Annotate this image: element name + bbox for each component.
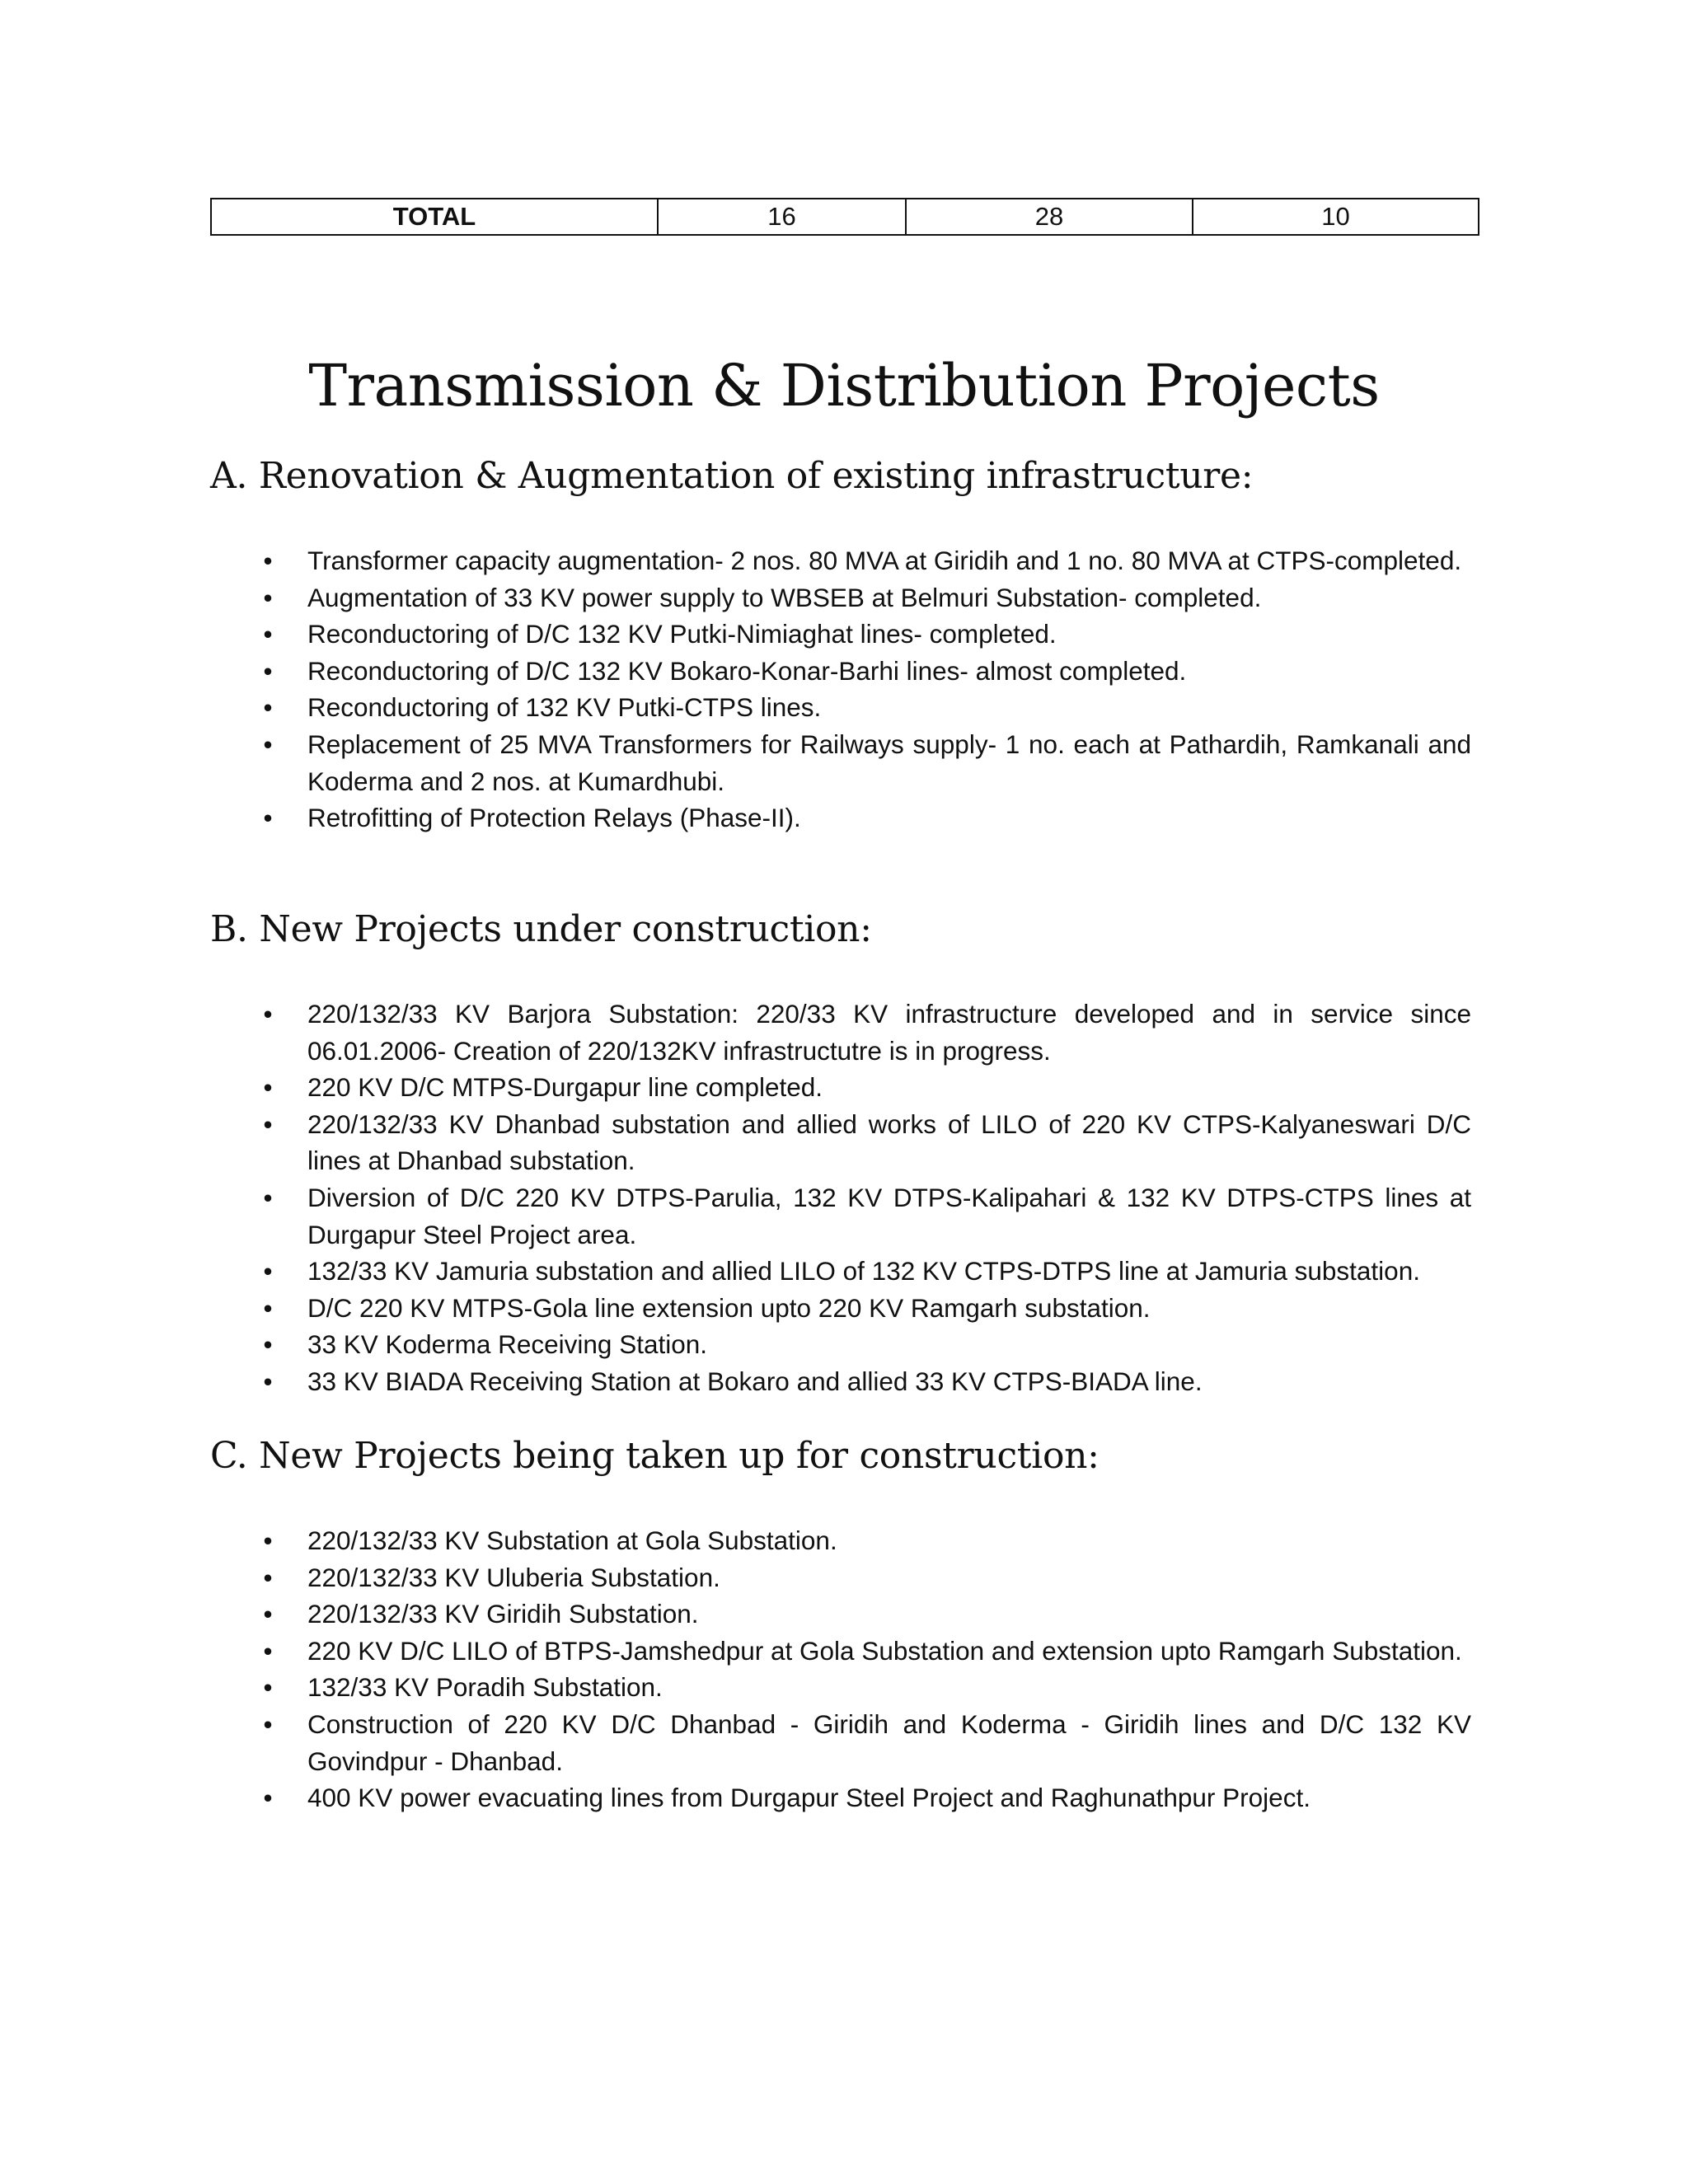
total-row	[211, 199, 1479, 235]
list-item	[210, 1706, 1471, 1779]
list-item	[210, 726, 1471, 799]
list-item	[210, 1633, 1471, 1670]
list-item	[210, 616, 1471, 653]
list-item-text: Reconductoring of 132 KV Putki-CTPS lines.	[307, 692, 822, 723]
bullet-icon: •	[263, 1072, 273, 1103]
list-item-text: 33 KV Koderma Receiving Station.	[307, 1329, 708, 1360]
list-item	[210, 1559, 1471, 1596]
list-item	[210, 1669, 1471, 1706]
list-item	[210, 1106, 1471, 1179]
list-item-text: 132/33 KV Poradih Substation.	[307, 1672, 663, 1703]
bullet-icon: •	[263, 1783, 273, 1813]
list-item-text: Retrofitting of Protection Relays (Phase-II).	[307, 803, 801, 833]
list-item-text: Replacement of 25 MVA Transformers for Railways supply- 1 no. each at Pathardih, Ramkanali and Koderma and 2 nos. at Kumardhubi.	[307, 729, 1471, 796]
bullet-icon: •	[263, 1182, 273, 1212]
bullet-icon: •	[263, 1329, 273, 1360]
section-renovation	[210, 452, 1471, 837]
bullet-icon: •	[263, 803, 273, 833]
list-item	[210, 579, 1471, 616]
list-item-text: 132/33 KV Jamuria substation and allied LILO of 132 KV CTPS-DTPS line at Jamuria substation.	[307, 1256, 1420, 1286]
bullet-list	[210, 1522, 1471, 1816]
total-value: 16	[658, 199, 906, 235]
list-item-text: 400 KV power evacuating lines from Durgapur Steel Project and Raghunathpur Project.	[307, 1783, 1311, 1813]
list-item-text: 220/132/33 KV Barjora Substation: 220/33 KV infrastructure developed and in service since 06.01.2006- Creation of 220/132KV infrastructutre is in progress.	[307, 999, 1471, 1066]
bullet-icon: •	[263, 546, 273, 575]
list-item	[210, 799, 1471, 837]
bullet-icon: •	[263, 1526, 273, 1555]
list-item	[210, 1290, 1471, 1327]
bullet-icon: •	[263, 1635, 273, 1666]
bullet-icon: •	[263, 729, 273, 759]
bullet-icon: •	[263, 1108, 273, 1139]
list-item	[210, 1779, 1471, 1816]
bullet-list	[210, 542, 1471, 837]
list-item	[210, 689, 1471, 726]
total-label: TOTAL	[211, 199, 658, 235]
bullet-icon: •	[263, 999, 273, 1029]
list-item-text: 220 KV D/C MTPS-Durgapur line completed.	[307, 1072, 823, 1103]
bullet-icon: •	[263, 1366, 273, 1396]
list-item-text: 220 KV D/C LILO of BTPS-Jamshedpur at Gola Substation and extension upto Ramgarh Substation.	[307, 1635, 1462, 1666]
list-item-text: Diversion of D/C 220 KV DTPS-Parulia, 132 KV DTPS-Kalipahari & 132 KV DTPS-CTPS lines at Durgapur Steel Project area.	[307, 1182, 1471, 1249]
list-item-text: Augmentation of 33 KV power supply to WBSEB at Belmuri Substation- completed.	[307, 582, 1262, 612]
page-title: Transmission & Distribution Projects	[308, 352, 1380, 419]
bullet-icon: •	[263, 655, 273, 686]
list-item	[210, 542, 1471, 579]
list-item-text: Transformer capacity augmentation- 2 nos. 80 MVA at Giridih and 1 no. 80 MVA at CTPS-completed.	[307, 546, 1462, 575]
section-heading: B. New Projects under construction:	[210, 908, 872, 950]
total-value: 10	[1193, 199, 1479, 235]
section-taken-up	[210, 1432, 1471, 1816]
bullet-icon: •	[263, 1562, 273, 1592]
list-item	[210, 1522, 1471, 1559]
bullet-list	[210, 996, 1471, 1400]
list-item	[210, 1326, 1471, 1363]
bullet-icon: •	[263, 692, 273, 723]
list-item	[210, 1179, 1471, 1253]
total-value: 28	[906, 199, 1193, 235]
list-item-text: Reconductoring of D/C 132 KV Bokaro-Konar-Barhi lines- almost completed.	[307, 655, 1187, 686]
list-item-text: D/C 220 KV MTPS-Gola line extension upto 220 KV Ramgarh substation.	[307, 1292, 1151, 1323]
list-item-text: 220/132/33 KV Substation at Gola Substation.	[307, 1526, 837, 1555]
section-heading: A. Renovation & Augmentation of existing infrastructure:	[210, 455, 1254, 497]
list-item-text: Reconductoring of D/C 132 KV Putki-Nimiaghat lines- completed.	[307, 619, 1057, 649]
bullet-icon: •	[263, 1599, 273, 1629]
list-item	[210, 1596, 1471, 1633]
list-item-text: 220/132/33 KV Dhanbad substation and allied works of LILO of 220 KV CTPS-Kalyaneswari D/C lines at Dhanbad substation.	[307, 1108, 1471, 1176]
section-heading: C. New Projects being taken up for construction:	[210, 1435, 1100, 1477]
section-under-construction	[210, 905, 1471, 1400]
list-item-text: 220/132/33 KV Uluberia Substation.	[307, 1562, 720, 1592]
list-item	[210, 1253, 1471, 1290]
list-item-text: 220/132/33 KV Giridih Substation.	[307, 1599, 699, 1629]
bullet-icon: •	[263, 1292, 273, 1323]
bullet-icon: •	[263, 619, 273, 649]
list-item-text: 33 KV BIADA Receiving Station at Bokaro and allied 33 KV CTPS-BIADA line.	[307, 1366, 1203, 1396]
list-item-text: Construction of 220 KV D/C Dhanbad - Giridih and Koderma - Giridih lines and D/C 132 KV Govindpur - Dhanbad.	[307, 1708, 1471, 1776]
bullet-icon: •	[263, 1672, 273, 1703]
bullet-icon: •	[263, 1256, 273, 1286]
bullet-icon: •	[263, 1708, 273, 1739]
bullet-icon: •	[263, 582, 273, 612]
list-item	[210, 1363, 1471, 1400]
list-item	[210, 653, 1471, 690]
total-table	[210, 198, 1479, 236]
list-item	[210, 1069, 1471, 1106]
list-item	[210, 996, 1471, 1069]
